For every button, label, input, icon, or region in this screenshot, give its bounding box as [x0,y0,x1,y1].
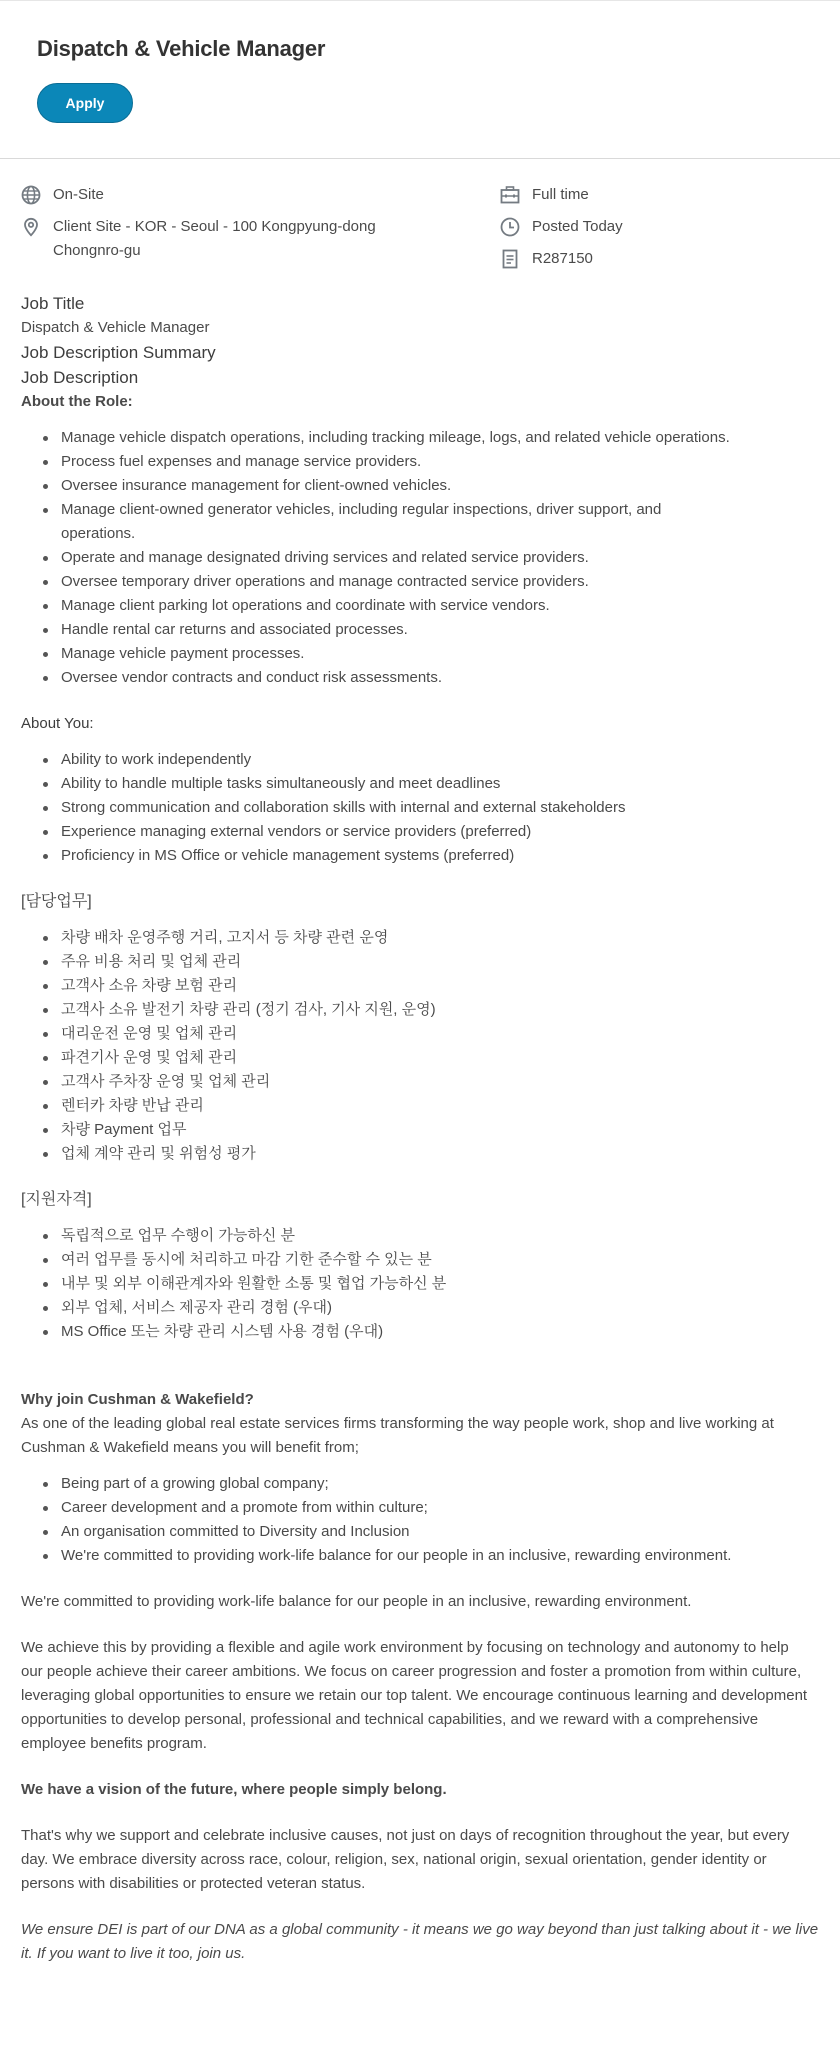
posted-row [500,217,623,249]
job-title-value: Dispatch & Vehicle Manager [21,319,210,336]
kr-qualifications-list [21,1224,819,1344]
job-header [0,1,840,158]
globe-icon [21,185,41,205]
about-you-list [21,748,819,868]
summary-heading: Job Description Summary [21,343,216,362]
time-type: Full time [532,186,589,203]
list-item: 업체 계약 관리 및 위험성 평가 [61,1142,819,1166]
dei-paragraph: We ensure DEI is part of our DNA as a global community - it means we go way beyond than just talking about it - we live it. If you want to live it too, join us. [21,1921,819,1962]
meta-left [21,185,500,281]
list-item: Ability to work independently [61,748,819,772]
work-type-row [21,185,500,217]
list-item: Proficiency in MS Office or vehicle management systems (preferred) [61,844,819,868]
why-join-list [21,1472,819,1568]
posted-date: Posted Today [532,218,623,235]
vision-paragraph: We have a vision of the future, where people simply belong. [21,1781,447,1798]
requisition-id: R287150 [532,250,593,267]
document-icon [500,249,520,269]
support-paragraph: That's why we support and celebrate inclusive causes, not just on days of recognition throughout the year, but every day. We embrace diversity across race, colour, religion, sex, national origin, sexual orientation, gender identity or persons with disabilities or protected veteran status. [21,1827,790,1892]
list-item: Oversee temporary driver operations and manage contracted service providers. [61,570,761,594]
job-description [0,291,840,1966]
briefcase-icon [500,185,520,205]
list-item: 고객사 소유 차량 보험 관리 [61,974,819,998]
list-item: 주유 비용 처리 및 업체 관리 [61,950,819,974]
list-item: 대리운전 운영 및 업체 관리 [61,1022,819,1046]
list-item: 차량 배차 운영주행 거리, 고지서 등 차량 관련 운영 [61,926,819,950]
description-heading: Job Description [21,368,139,387]
divider [0,158,840,159]
kr-qualifications-heading: [지원자격] [21,1191,92,1208]
list-item: 내부 및 외부 이해관계자와 원활한 소통 및 협업 가능하신 분 [61,1272,819,1296]
kr-duties-list [21,926,819,1166]
why-join-heading: Why join Cushman & Wakefield? [21,1391,254,1408]
list-item: 외부 업체, 서비스 제공자 관리 경험 (우대) [61,1296,819,1320]
apply-button[interactable]: Apply [37,83,133,123]
list-item: Oversee insurance management for client-owned vehicles. [61,474,761,498]
list-item: 고객사 주차장 운영 및 업체 관리 [61,1070,819,1094]
list-item: Manage vehicle payment processes. [61,642,761,666]
list-item: Process fuel expenses and manage service providers. [61,450,761,474]
time-type-row [500,185,623,217]
about-role-list [21,426,761,690]
list-item: 독립적으로 업무 수행이 가능하신 분 [61,1224,819,1248]
about-role-heading: About the Role: [21,393,133,410]
list-item: 렌터카 차량 반납 관리 [61,1094,819,1118]
meta-right [500,185,623,281]
clock-icon [500,217,520,237]
list-item: Experience managing external vendors or service providers (preferred) [61,820,819,844]
about-you-heading: About You: [21,715,94,732]
why-join-intro: As one of the leading global real estate services firms transforming the way people work, shop and live working at Cushman & Wakefield means you will benefit from; [21,1415,774,1456]
list-item: Ability to handle multiple tasks simultaneously and meet deadlines [61,772,819,796]
list-item: 여러 업무를 동시에 처리하고 마감 기한 준수할 수 있는 분 [61,1248,819,1272]
location-pin-icon [21,217,41,237]
job-meta [0,185,840,281]
location: Client Site - KOR - Seoul - 100 Kongpyung-dong Chongnro-gu [53,218,376,259]
list-item: 파견기사 운영 및 업체 관리 [61,1046,819,1070]
list-item: 차량 Payment 업무 [61,1118,819,1142]
list-item: Operate and manage designated driving services and related service providers. [61,546,761,570]
list-item: An organisation committed to Diversity and Inclusion [61,1520,819,1544]
list-item: 고객사 소유 발전기 차량 관리 (정기 검사, 기사 지원, 운영) [61,998,819,1022]
list-item: Handle rental car returns and associated processes. [61,618,761,642]
worklife-paragraph: We're committed to providing work-life balance for our people in an inclusive, rewarding environment. [21,1593,692,1610]
list-item: Career development and a promote from within culture; [61,1496,819,1520]
kr-duties-heading: [담당업무] [21,893,92,910]
achieve-paragraph: We achieve this by providing a flexible and agile work environment by focusing on technology and autonomy to help our people achieve their career ambitions. We focus on career progression and foster a promotion from within culture, leveraging global opportunities to ensure we retain our top talent. We encourage continuous learning and development opportunities to develop personal, professional and technical capabilities, and we reward with a comprehensive employee benefits program. [21,1639,808,1752]
list-item: Manage client parking lot operations and coordinate with service vendors. [61,594,761,618]
req-id-row [500,249,623,281]
list-item: Manage client-owned generator vehicles, including regular inspections, driver support, and operations. [61,498,721,546]
list-item: Being part of a growing global company; [61,1472,819,1496]
list-item: Strong communication and collaboration skills with internal and external stakeholders [61,796,819,820]
location-row [21,217,500,263]
list-item: Oversee vendor contracts and conduct risk assessments. [61,666,761,690]
job-title-heading: Job Title [21,294,85,313]
page-title: Dispatch & Vehicle Manager [37,36,326,61]
list-item: MS Office 또는 차량 관리 시스템 사용 경험 (우대) [61,1320,819,1344]
list-item: Manage vehicle dispatch operations, including tracking mileage, logs, and related vehicle operations. [61,426,761,450]
list-item: We're committed to providing work-life balance for our people in an inclusive, rewarding environment. [61,1544,819,1568]
work-type: On-Site [53,186,104,203]
